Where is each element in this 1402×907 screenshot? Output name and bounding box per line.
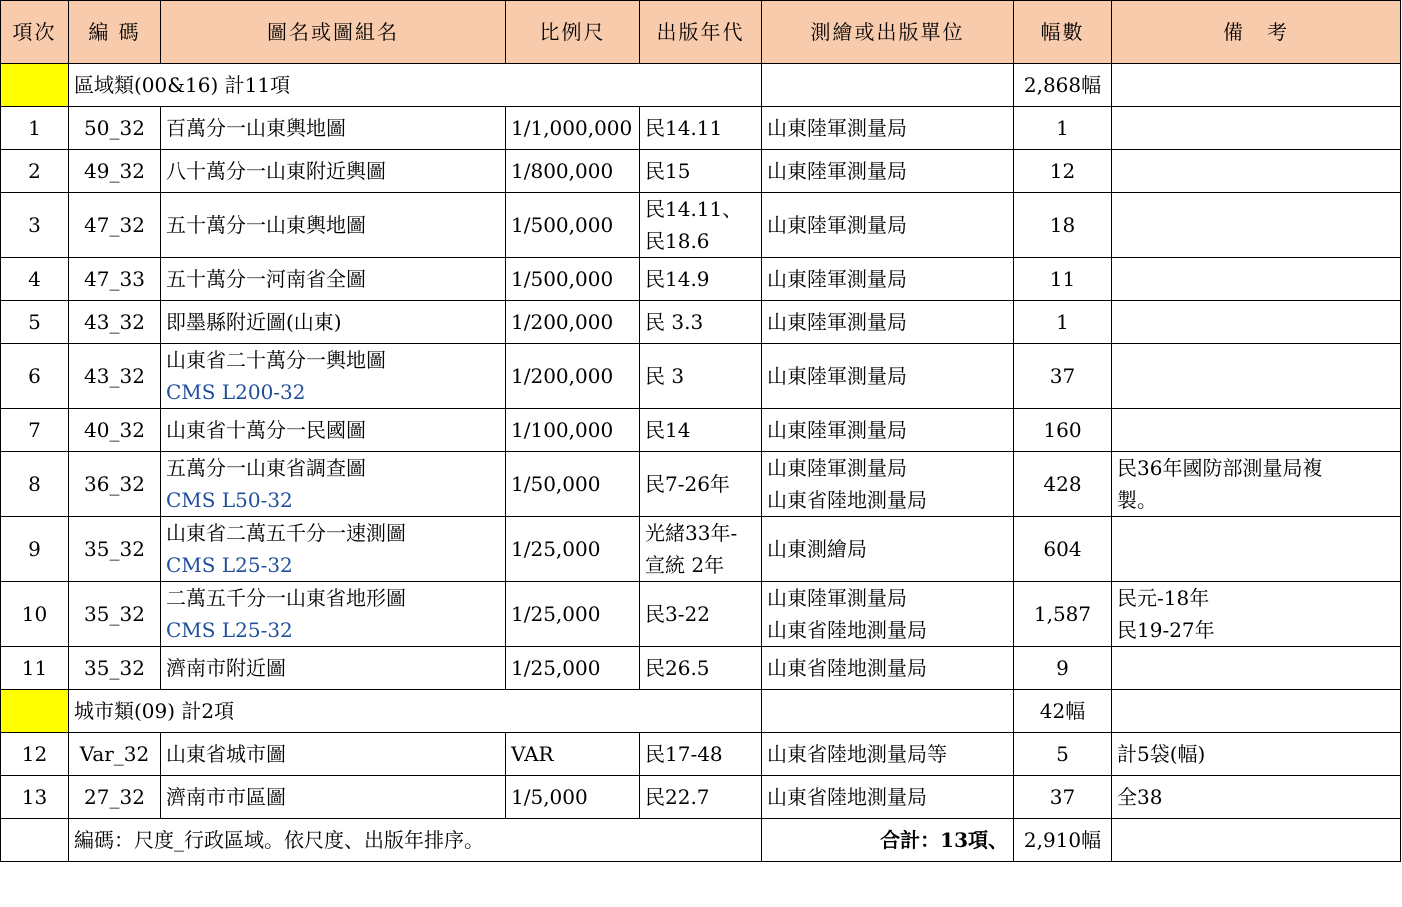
sheet-count xyxy=(1014,409,1112,452)
map-name xyxy=(161,452,506,517)
survey-unit-line: 山東陸軍測量局 xyxy=(767,364,907,388)
map-name-line: CMS L200-32 xyxy=(166,380,306,404)
group-empty-cell xyxy=(1112,64,1401,107)
publish-year-line: 民26.5 xyxy=(645,656,710,680)
sheet-count-line: 18 xyxy=(1049,213,1076,237)
remarks xyxy=(1112,647,1401,690)
map-code-line: 40_32 xyxy=(84,418,145,442)
remarks-line: 全38 xyxy=(1117,785,1163,809)
map-scale-line: 1/200,000 xyxy=(511,310,614,334)
item-number xyxy=(1,582,69,647)
publish-year-line: 民 3 xyxy=(645,364,685,388)
map-name-line: 五十萬分一河南省全圖 xyxy=(166,267,366,291)
survey-unit-line: 山東省陸地測量局 xyxy=(767,488,927,512)
footer-empty-cell xyxy=(1112,819,1401,862)
survey-unit xyxy=(762,193,1014,258)
survey-unit-line: 山東省陸地測量局 xyxy=(767,656,927,680)
map-scale xyxy=(506,258,640,301)
map-code-line: 43_32 xyxy=(84,364,145,388)
map-name xyxy=(161,409,506,452)
publish-year xyxy=(640,150,762,193)
map-scale xyxy=(506,344,640,409)
sheet-count xyxy=(1014,647,1112,690)
table-row xyxy=(1,107,1401,150)
group-row-regional xyxy=(1,64,1401,107)
publish-year xyxy=(640,733,762,776)
item-number-line: 11 xyxy=(21,656,48,680)
table-row xyxy=(1,582,1401,647)
sheet-count xyxy=(1014,301,1112,344)
survey-unit-line: 山東陸軍測量局 xyxy=(767,586,907,610)
table-row xyxy=(1,344,1401,409)
sheet-count-line: 160 xyxy=(1043,418,1082,442)
item-number xyxy=(1,193,69,258)
sheet-count xyxy=(1014,582,1112,647)
map-scale-line: 1/25,000 xyxy=(511,656,601,680)
map-name-line: 二萬五千分一山東省地形圖 xyxy=(166,586,406,610)
publish-year xyxy=(640,301,762,344)
publish-year-line: 民7-26年 xyxy=(645,472,730,496)
survey-unit-line: 山東陸軍測量局 xyxy=(767,159,907,183)
survey-unit-line: 山東省陸地測量局等 xyxy=(767,742,947,766)
publish-year-line: 民14.9 xyxy=(645,267,710,291)
publish-year-line: 民14.11、 xyxy=(645,197,743,221)
sheet-count xyxy=(1014,776,1112,819)
survey-unit xyxy=(762,517,1014,582)
sheet-count-line: 5 xyxy=(1056,742,1069,766)
sheet-count-line: 1 xyxy=(1056,310,1069,334)
item-number xyxy=(1,733,69,776)
map-scale-line: 1/1,000,000 xyxy=(511,116,633,140)
sheet-count xyxy=(1014,452,1112,517)
map-scale-line: 1/100,000 xyxy=(511,418,614,442)
map-code xyxy=(69,301,161,344)
group-row-city xyxy=(1,690,1401,733)
map-scale-line: 1/25,000 xyxy=(511,537,601,561)
table-row xyxy=(1,409,1401,452)
item-number xyxy=(1,409,69,452)
survey-unit-line: 山東陸軍測量局 xyxy=(767,213,907,237)
map-code xyxy=(69,582,161,647)
map-name-line: 八十萬分一山東附近輿圖 xyxy=(166,159,386,183)
remarks xyxy=(1112,107,1401,150)
publish-year xyxy=(640,582,762,647)
item-number-line: 10 xyxy=(21,602,48,626)
map-scale xyxy=(506,776,640,819)
footer-legend: 編碼：尺度_行政區域。依尺度、出版年排序。 xyxy=(69,819,762,862)
map-name-line: CMS L50-32 xyxy=(166,488,293,512)
publish-year xyxy=(640,409,762,452)
remarks xyxy=(1112,150,1401,193)
header-row xyxy=(1,1,1401,64)
header-unit: 測繪或出版單位 xyxy=(762,1,1014,64)
publish-year-line: 民14 xyxy=(645,418,691,442)
map-code-line: 47_33 xyxy=(84,267,145,291)
table-row xyxy=(1,776,1401,819)
survey-unit xyxy=(762,258,1014,301)
survey-unit-line: 山東陸軍測量局 xyxy=(767,310,907,334)
survey-unit xyxy=(762,582,1014,647)
map-scale xyxy=(506,452,640,517)
map-name-line: 山東省十萬分一民國圖 xyxy=(166,418,366,442)
item-number xyxy=(1,647,69,690)
map-name xyxy=(161,517,506,582)
map-name-line: 山東省二萬五千分一速測圖 xyxy=(166,521,406,545)
publish-year xyxy=(640,193,762,258)
footer-total-label: 合計：13項、 xyxy=(762,819,1014,862)
map-scale xyxy=(506,301,640,344)
map-name-line: 濟南市市區圖 xyxy=(166,785,286,809)
map-name-line: 山東省城市圖 xyxy=(166,742,286,766)
map-code xyxy=(69,258,161,301)
table-row xyxy=(1,733,1401,776)
publish-year xyxy=(640,344,762,409)
header-map-name: 圖名或圖組名 xyxy=(161,1,506,64)
item-number-line: 7 xyxy=(28,418,41,442)
sheet-count-line: 37 xyxy=(1049,785,1076,809)
map-code-line: Var_32 xyxy=(79,742,150,766)
sheet-count-line: 1 xyxy=(1056,116,1069,140)
map-scale-line: 1/5,000 xyxy=(511,785,588,809)
map-name xyxy=(161,582,506,647)
publish-year-line: 民22.7 xyxy=(645,785,710,809)
footer-empty-cell xyxy=(1,819,69,862)
sheet-count xyxy=(1014,193,1112,258)
map-name xyxy=(161,776,506,819)
header-scale: 比例尺 xyxy=(506,1,640,64)
group-count: 42幅 xyxy=(1014,690,1112,733)
survey-unit-line: 山東陸軍測量局 xyxy=(767,267,907,291)
map-code-line: 35_32 xyxy=(84,656,145,680)
map-scale-line: 1/800,000 xyxy=(511,159,614,183)
footer-total-count: 2,910幅 xyxy=(1014,819,1112,862)
map-code-line: 36_32 xyxy=(84,472,145,496)
map-scale xyxy=(506,107,640,150)
publish-year xyxy=(640,452,762,517)
remarks xyxy=(1112,776,1401,819)
item-number-line: 2 xyxy=(28,159,41,183)
survey-unit-line: 山東陸軍測量局 xyxy=(767,418,907,442)
sheet-count-line: 12 xyxy=(1049,159,1076,183)
survey-unit xyxy=(762,344,1014,409)
publish-year xyxy=(640,647,762,690)
survey-unit xyxy=(762,107,1014,150)
item-number-line: 5 xyxy=(28,310,41,334)
item-number-line: 3 xyxy=(28,213,41,237)
header-notes: 備 考 xyxy=(1112,1,1401,64)
sheet-count xyxy=(1014,258,1112,301)
remarks xyxy=(1112,733,1401,776)
item-number-line: 6 xyxy=(28,364,41,388)
map-name xyxy=(161,301,506,344)
remarks-line: 計5袋(幅) xyxy=(1117,742,1206,766)
sheet-count-line: 604 xyxy=(1043,537,1082,561)
map-name-line: CMS L25-32 xyxy=(166,618,293,642)
map-scale xyxy=(506,409,640,452)
item-number-line: 12 xyxy=(21,742,48,766)
map-code-line: 35_32 xyxy=(84,602,145,626)
map-code-line: 27_32 xyxy=(84,785,145,809)
group-count: 2,868幅 xyxy=(1014,64,1112,107)
map-name-line: 五萬分一山東省調查圖 xyxy=(166,456,366,480)
publish-year xyxy=(640,258,762,301)
remarks-line: 民元-18年 xyxy=(1117,586,1210,610)
table-row xyxy=(1,193,1401,258)
group-empty-cell xyxy=(762,64,1014,107)
item-number xyxy=(1,150,69,193)
map-scale-line: 1/500,000 xyxy=(511,267,614,291)
item-number xyxy=(1,776,69,819)
item-number-line: 8 xyxy=(28,472,41,496)
item-number xyxy=(1,452,69,517)
map-code xyxy=(69,193,161,258)
group-marker xyxy=(1,64,69,107)
group-empty-cell xyxy=(1112,690,1401,733)
map-name xyxy=(161,647,506,690)
survey-unit xyxy=(762,301,1014,344)
survey-unit xyxy=(762,733,1014,776)
map-name-line: 濟南市附近圖 xyxy=(166,656,286,680)
table-row xyxy=(1,517,1401,582)
survey-unit xyxy=(762,776,1014,819)
map-name xyxy=(161,344,506,409)
table-row xyxy=(1,647,1401,690)
map-code-line: 50_32 xyxy=(84,116,145,140)
sheet-count-line: 37 xyxy=(1049,364,1076,388)
publish-year-line: 民18.6 xyxy=(645,229,710,253)
survey-unit-line: 山東陸軍測量局 xyxy=(767,456,907,480)
remarks-line: 民36年國防部測量局複 xyxy=(1117,456,1323,480)
map-scale xyxy=(506,582,640,647)
group-empty-cell xyxy=(762,690,1014,733)
item-number xyxy=(1,258,69,301)
map-scale xyxy=(506,193,640,258)
remarks xyxy=(1112,409,1401,452)
publish-year-line: 民 3.3 xyxy=(645,310,704,334)
sheet-count-line: 11 xyxy=(1049,267,1076,291)
remarks xyxy=(1112,517,1401,582)
sheet-count xyxy=(1014,150,1112,193)
remarks-line: 民19-27年 xyxy=(1117,618,1215,642)
group-label: 區域類(00&16) 計11項 xyxy=(69,64,762,107)
map-code-line: 43_32 xyxy=(84,310,145,334)
map-code-line: 35_32 xyxy=(84,537,145,561)
map-scale-line: 1/25,000 xyxy=(511,602,601,626)
survey-unit-line: 山東省陸地測量局 xyxy=(767,618,927,642)
remarks xyxy=(1112,301,1401,344)
map-code xyxy=(69,733,161,776)
map-code-line: 49_32 xyxy=(84,159,145,183)
remarks xyxy=(1112,344,1401,409)
sheet-count-line: 1,587 xyxy=(1033,602,1092,626)
header-year: 出版年代 xyxy=(640,1,762,64)
map-code xyxy=(69,150,161,193)
map-scale-line: 1/500,000 xyxy=(511,213,614,237)
map-code xyxy=(69,409,161,452)
map-code-line: 47_32 xyxy=(84,213,145,237)
publish-year-line: 宣統 2年 xyxy=(645,553,725,577)
item-number-line: 13 xyxy=(21,785,48,809)
map-scale-line: 1/50,000 xyxy=(511,472,601,496)
group-marker xyxy=(1,690,69,733)
publish-year-line: 民17-48 xyxy=(645,742,723,766)
map-code xyxy=(69,517,161,582)
map-name xyxy=(161,193,506,258)
item-number-line: 9 xyxy=(28,537,41,561)
remarks xyxy=(1112,258,1401,301)
map-name xyxy=(161,107,506,150)
table-row xyxy=(1,301,1401,344)
sheet-count-line: 9 xyxy=(1056,656,1069,680)
publish-year-line: 民15 xyxy=(645,159,691,183)
map-scale-line: 1/200,000 xyxy=(511,364,614,388)
remarks-line: 製。 xyxy=(1117,488,1157,512)
map-scale xyxy=(506,150,640,193)
item-number xyxy=(1,517,69,582)
publish-year-line: 民14.11 xyxy=(645,116,723,140)
map-scale xyxy=(506,517,640,582)
publish-year xyxy=(640,107,762,150)
header-code: 編 碼 xyxy=(69,1,161,64)
map-code xyxy=(69,776,161,819)
table-row xyxy=(1,150,1401,193)
map-code xyxy=(69,107,161,150)
sheet-count xyxy=(1014,344,1112,409)
sheet-count xyxy=(1014,517,1112,582)
survey-unit-line: 山東測繪局 xyxy=(767,537,867,561)
remarks xyxy=(1112,452,1401,517)
publish-year xyxy=(640,776,762,819)
item-number xyxy=(1,107,69,150)
map-scale-line: VAR xyxy=(511,742,554,766)
item-number xyxy=(1,344,69,409)
publish-year-line: 光緒33年- xyxy=(645,521,738,545)
map-scale xyxy=(506,647,640,690)
survey-unit xyxy=(762,150,1014,193)
sheet-count xyxy=(1014,107,1112,150)
map-scale xyxy=(506,733,640,776)
survey-unit xyxy=(762,647,1014,690)
map-name-line: CMS L25-32 xyxy=(166,553,293,577)
publish-year xyxy=(640,517,762,582)
map-code xyxy=(69,647,161,690)
sheet-count xyxy=(1014,733,1112,776)
map-name xyxy=(161,150,506,193)
survey-unit-line: 山東省陸地測量局 xyxy=(767,785,927,809)
group-label: 城市類(09) 計2項 xyxy=(69,690,762,733)
table-row xyxy=(1,258,1401,301)
header-item-no: 項次 xyxy=(1,1,69,64)
survey-unit-line: 山東陸軍測量局 xyxy=(767,116,907,140)
map-code xyxy=(69,452,161,517)
map-name xyxy=(161,733,506,776)
sheet-count-line: 428 xyxy=(1043,472,1082,496)
publish-year-line: 民3-22 xyxy=(645,602,710,626)
map-name-line: 五十萬分一山東輿地圖 xyxy=(166,213,366,237)
footer-row xyxy=(1,819,1401,862)
remarks xyxy=(1112,582,1401,647)
map-name-line: 山東省二十萬分一輿地圖 xyxy=(166,348,386,372)
item-number-line: 4 xyxy=(28,267,41,291)
map-name-line: 即墨縣附近圖(山東) xyxy=(166,310,342,334)
item-number xyxy=(1,301,69,344)
survey-unit xyxy=(762,452,1014,517)
map-code xyxy=(69,344,161,409)
remarks xyxy=(1112,193,1401,258)
map-name-line: 百萬分一山東輿地圖 xyxy=(166,116,346,140)
map-name xyxy=(161,258,506,301)
item-number-line: 1 xyxy=(28,116,41,140)
survey-unit xyxy=(762,409,1014,452)
table-row xyxy=(1,452,1401,517)
header-sheets: 幅數 xyxy=(1014,1,1112,64)
